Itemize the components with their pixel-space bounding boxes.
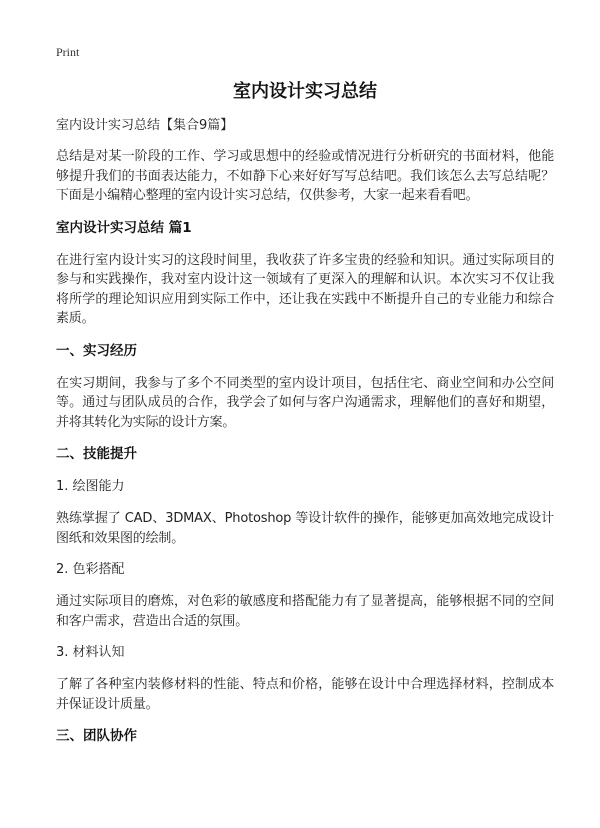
sub-heading-color-matching: 2. 色彩搭配 — [56, 562, 125, 577]
sub-heading-material-knowledge: 3. 材料认知 — [56, 645, 125, 660]
sub-heading-drawing-ability: 1. 绘图能力 — [56, 479, 125, 494]
document-subtitle: 室内设计实习总结【集合9篇】 — [56, 118, 234, 133]
intro-paragraph: 总结是对某一阶段的工作、学习或思想中的经验或情况进行分析研究的书面材料，他能够提升我们的书面表达能力，不如静下心来好好写写总结吧。我们该怎么去写总结呢？下面是小编精心整理的室内设计实习总结，仅供参考，大家一起来看看吧。 — [56, 149, 554, 203]
section-heading-skill-improvement: 二、技能提升 — [56, 446, 137, 462]
article-heading: 室内设计实习总结 篇1 — [56, 219, 192, 236]
page-title: 室内设计实习总结 — [233, 81, 377, 102]
section-heading-teamwork: 三、团队协作 — [56, 728, 137, 744]
section-heading-internship-experience: 一、实习经历 — [56, 342, 137, 359]
sub-body-color-matching: 通过实际项目的磨炼，对色彩的敏感度和搭配能力有了显著提高，能够根据不同的空间和客户需求，营造出合适的氛围。 — [56, 594, 554, 629]
sub-body-drawing-ability: 熟练掌握了 CAD、3DMAX、Photoshop 等设计软件的操作，能够更加高效地完成设计图纸和效果图的绘制。 — [56, 511, 554, 546]
section-body-internship-experience: 在实习期间，我参与了多个不同类型的室内设计项目，包括住宅、商业空间和办公空间等。通过与团队成员的合作，我学会了如何与客户沟通需求，理解他们的喜好和期望，并将其转化为实际的设计方案。 — [56, 375, 554, 430]
sub-body-material-knowledge: 了解了各种室内装修材料的性能、特点和价格，能够在设计中合理选择材料，控制成本并保证设计质量。 — [56, 677, 554, 712]
article-intro-paragraph: 在进行室内设计实习的这段时间里，我收获了许多宝贵的经验和知识。通过实际项目的参与和实践操作，我对室内设计这一领域有了更深入的理解和认识。本次实习不仅让我将所学的理论知识应用到实际工作中，还让我在实践中不断提升自己的专业能力和综合素质。 — [56, 252, 554, 326]
print-link[interactable]: Print — [56, 45, 80, 59]
